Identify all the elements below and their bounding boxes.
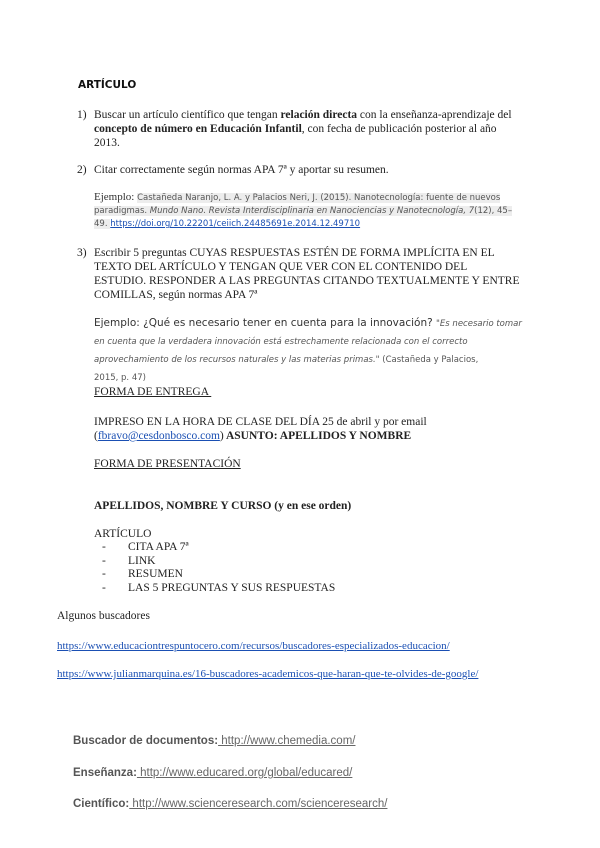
presentation-list <box>102 541 335 595</box>
presentation-header: APELLIDOS, NOMBRE Y CURSO (y en ese orden) <box>94 500 352 512</box>
instruction-text: Buscar un artículo científico que tengan relación directa con la enseñanza-aprendizaje del concepto de número en Educación Infantil, con fecha de publicación posterior al año 2013. <box>94 109 512 149</box>
apa-citation-example: Ejemplo: Castañeda Naranjo, L. A. y Palacios Neri, J. (2015). Nanotecnología: fuente de nuevos paradigmas. Mundo Nano. Revista Interdisciplinaria en Nanociencias y Nanotecnología, 7(12), 45– 49. https://doi.org/10.22201/ceiich.24485691e.2014.12.49710 <box>94 191 513 229</box>
search-engines-title: Algunos buscadores <box>57 610 150 622</box>
list-item: - RESUMEN <box>102 568 183 580</box>
item-number: 2) <box>77 164 87 176</box>
teaching-row: Enseñanza: http://www.educared.org/global/educared/ <box>73 767 353 779</box>
question-example: Ejemplo: ¿Qué es necesario tener en cuenta para la innovación? "Es necesario tomar en cuenta que la verdadera innovación está estrechamente relacionada con el correcto aprovechamiento de los recursos naturales y las materias primas." (Castañeda y Palacios, 2015, p. 47) <box>94 317 522 383</box>
presentation-articulo: ARTÍCULO <box>94 528 152 540</box>
instruction-text: Escribir 5 preguntas CUYAS RESPUESTAS ESTÉN DE FORMA IMPLÍCITA EN EL TEXTO DEL ARTÍCULO Y TENGAN QUE VER CON EL CONTENIDO DEL ESTUDIO. RESPONDER A LAS PREGUNTAS CITANDO TEXTUALMENTE Y ENTRE COMILLAS, según normas APA 7ª <box>94 247 520 301</box>
email-link[interactable]: fbravo@cesdonbosco.com <box>97 430 220 442</box>
item-number: 3) <box>77 247 87 259</box>
scienceresearch-link[interactable]: http://www.scienceresearch.com/scienceresearch/ <box>129 798 388 810</box>
list-item: - LAS 5 PREGUNTAS Y SUS RESPUESTAS <box>102 581 336 594</box>
scientific-row: Científico: http://www.scienceresearch.com/scienceresearch/ <box>73 798 388 810</box>
instruction-text: Citar correctamente según normas APA 7ª y aportar su resumen. <box>94 164 389 176</box>
delivery-title: FORMA DE ENTREGA <box>94 386 212 398</box>
educared-link[interactable]: http://www.educared.org/global/educared/ <box>136 767 353 779</box>
list-item: - LINK <box>102 554 156 567</box>
search-link-2[interactable]: https://www.julianmarquina.es/16-buscadores-academicos-que-haran-que-te-olvides-de-google/ <box>57 668 479 680</box>
presentation-title: FORMA DE PRESENTACIÓN <box>94 458 241 470</box>
section-heading: ARTÍCULO <box>78 79 137 91</box>
delivery-details: IMPRESO EN LA HORA DE CLASE DEL DÍA 25 de abril y por email (fbravo@cesdonbosco.com) ASUNTO: APELLIDOS Y NOMBRE <box>94 416 427 442</box>
search-link-1[interactable]: https://www.educaciontrespuntocero.com/recursos/buscadores-especializados-educacion/ <box>57 640 450 652</box>
chemedia-link[interactable]: http://www.chemedia.com/ <box>218 735 356 747</box>
documents-search-row: Buscador de documentos: http://www.chemedia.com/ <box>73 735 356 747</box>
item-number: 1) <box>77 109 87 121</box>
list-item: - CITA APA 7ª <box>102 541 189 553</box>
doi-link[interactable]: https://doi.org/10.22201/ceiich.24485691e.2014.12.49710 <box>110 219 361 229</box>
